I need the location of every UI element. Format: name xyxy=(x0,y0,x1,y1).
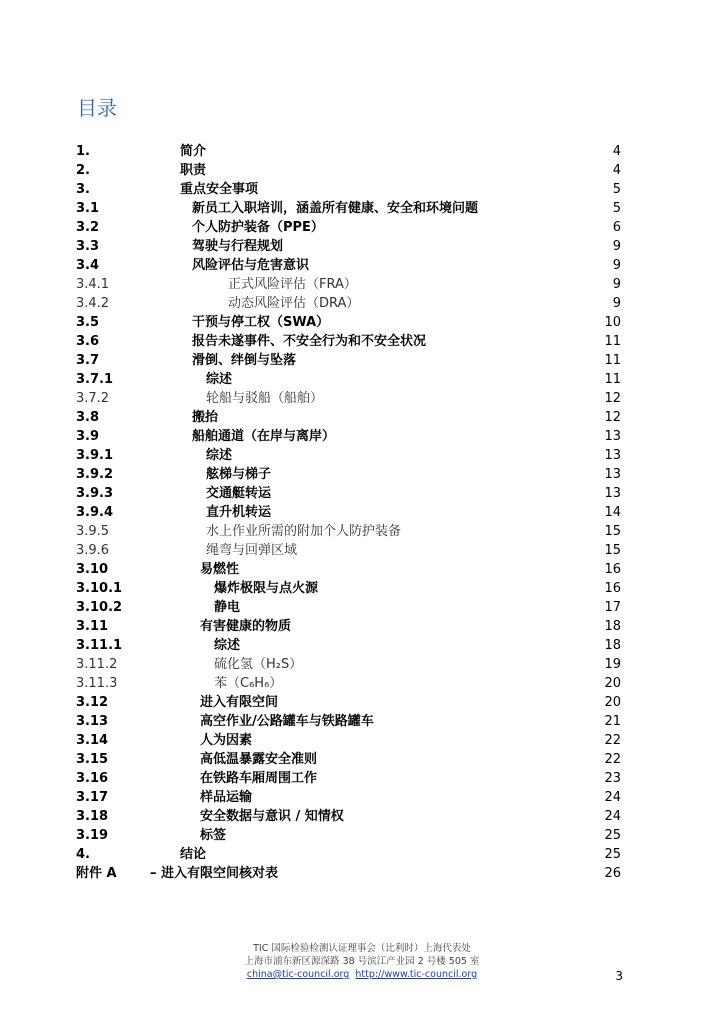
page-number: 3 xyxy=(615,969,623,983)
toc-number: 3.9.4 xyxy=(76,505,114,520)
toc-title: 综述 xyxy=(206,372,233,387)
toc-page: 9 xyxy=(612,258,621,273)
toc-number: 3.11.1 xyxy=(76,638,123,653)
toc-number: 3.10 xyxy=(76,562,109,577)
toc-title: 爆炸极限与点火源 xyxy=(214,581,319,596)
toc-title: 干预与停工权（SWA） xyxy=(192,315,330,330)
toc-number: 3.9.6 xyxy=(76,543,110,558)
toc-number: 3.13 xyxy=(76,714,109,729)
toc-title: 在铁路车厢周围工作 xyxy=(200,771,318,786)
toc-page: 17 xyxy=(604,600,621,615)
toc-row[interactable] xyxy=(76,750,624,769)
toc-title: 搬抬 xyxy=(192,410,219,425)
toc-number: 3.17 xyxy=(76,790,109,805)
toc-page: 9 xyxy=(612,239,621,254)
toc-number: 3.1 xyxy=(76,201,100,216)
toc-title: 驾驶与行程规划 xyxy=(192,239,284,254)
toc-title: 样品运输 xyxy=(200,790,253,805)
toc-row[interactable] xyxy=(76,731,624,750)
toc-row[interactable] xyxy=(76,636,624,655)
toc-page: 11 xyxy=(604,334,621,349)
toc-page: 14 xyxy=(604,505,621,520)
toc-title: 绳弯与回弹区域 xyxy=(206,543,298,558)
toc-number: 3.16 xyxy=(76,771,109,786)
toc-row[interactable] xyxy=(76,446,624,465)
toc-number: 3.7 xyxy=(76,353,100,368)
toc-number: 3.9.5 xyxy=(76,524,110,539)
toc-page: 22 xyxy=(604,752,621,767)
toc-row[interactable] xyxy=(76,617,624,636)
toc-row[interactable] xyxy=(76,598,624,617)
toc-row[interactable] xyxy=(76,484,624,503)
toc-row[interactable] xyxy=(76,693,624,712)
toc-page: 13 xyxy=(604,448,621,463)
toc-number: 1. xyxy=(76,144,90,159)
toc-number: 3.3 xyxy=(76,239,100,254)
toc-number: 3.15 xyxy=(76,752,109,767)
toc-row[interactable] xyxy=(76,161,624,180)
toc-row[interactable] xyxy=(76,788,624,807)
toc-number: 3.8 xyxy=(76,410,100,425)
toc-number: 3.4.1 xyxy=(76,277,110,292)
toc-page: 23 xyxy=(604,771,621,786)
toc-number: 3.4 xyxy=(76,258,100,273)
toc-row[interactable] xyxy=(76,560,624,579)
toc-heading: 目录 xyxy=(77,96,117,120)
toc-title: 人为因素 xyxy=(200,733,253,748)
toc-page: 13 xyxy=(604,467,621,482)
toc-row[interactable] xyxy=(76,674,624,693)
toc-row[interactable] xyxy=(76,712,624,731)
toc-row[interactable] xyxy=(76,180,624,199)
toc-row[interactable] xyxy=(76,769,624,788)
toc-page: 20 xyxy=(604,676,621,691)
footer-email-link[interactable]: china@tic-council.org xyxy=(246,969,350,980)
toc-number: 3.4.2 xyxy=(76,296,110,311)
toc-row[interactable] xyxy=(76,807,624,826)
toc-page: 11 xyxy=(604,372,621,387)
toc-title: 重点安全事项 xyxy=(180,182,259,197)
toc-number: 3.11.3 xyxy=(76,676,118,691)
toc-title: 高低温暴露安全准则 xyxy=(200,752,318,767)
toc-row[interactable] xyxy=(76,256,624,275)
toc-page: 5 xyxy=(612,201,621,216)
toc-number: 3.5 xyxy=(76,315,100,330)
toc-row[interactable] xyxy=(76,370,624,389)
toc-title: 有害健康的物质 xyxy=(200,619,292,634)
toc-title: 易燃性 xyxy=(200,562,240,577)
toc-row[interactable] xyxy=(76,237,624,256)
toc-page: 16 xyxy=(604,581,621,596)
toc-row[interactable] xyxy=(76,142,624,161)
toc-title: 简介 xyxy=(180,144,207,159)
toc-page: 11 xyxy=(604,353,621,368)
toc-page: 4 xyxy=(612,144,621,159)
toc-page: 6 xyxy=(612,220,621,235)
toc-page: 25 xyxy=(604,847,621,862)
toc-number: 3.7.1 xyxy=(76,372,114,387)
toc-row[interactable] xyxy=(76,332,624,351)
toc-page: 10 xyxy=(604,315,621,330)
toc-page: 24 xyxy=(604,790,621,805)
toc-page: 15 xyxy=(604,543,621,558)
toc-page: 22 xyxy=(604,733,621,748)
toc-title: 安全数据与意识 / 知情权 xyxy=(200,809,344,824)
toc-number: 3.14 xyxy=(76,733,109,748)
toc-page: 18 xyxy=(604,619,621,634)
toc-title: 滑倒、绊倒与坠落 xyxy=(192,353,297,368)
toc-page: 20 xyxy=(604,695,621,710)
toc-row[interactable] xyxy=(76,351,624,370)
toc-row[interactable] xyxy=(76,826,624,845)
toc-title: 职责 xyxy=(180,163,207,178)
toc-row[interactable] xyxy=(76,522,624,541)
toc-page: 12 xyxy=(604,391,621,406)
toc-page: 9 xyxy=(612,296,621,311)
toc-title: 新员工入职培训，涵盖所有健康、安全和环境问题 xyxy=(192,201,479,216)
toc-row[interactable] xyxy=(76,465,624,484)
toc-row[interactable] xyxy=(76,579,624,598)
toc-row[interactable] xyxy=(76,408,624,427)
toc-number: 3.19 xyxy=(76,828,109,843)
toc-number: 2. xyxy=(76,163,90,178)
toc-page: 12 xyxy=(604,410,621,425)
toc-page: 9 xyxy=(612,277,621,292)
toc-row[interactable] xyxy=(76,313,624,332)
footer-address: 上海市浦东新区源深路 38 号滨江产业园 2 号楼 505 室 xyxy=(244,956,480,967)
toc-number: 3.9.2 xyxy=(76,467,114,482)
toc-number: 3.9 xyxy=(76,429,100,444)
toc-page: 13 xyxy=(604,429,621,444)
toc-title: – 进入有限空间核对表 xyxy=(150,866,279,881)
toc-title: 水上作业所需的附加个人防护装备 xyxy=(206,524,402,539)
toc-number: 4. xyxy=(76,847,90,862)
toc-row[interactable] xyxy=(76,294,624,313)
toc-title: 风险评估与危害意识 xyxy=(192,258,310,273)
toc-page: 5 xyxy=(612,182,621,197)
toc-number: 附件 A xyxy=(76,866,117,881)
toc-row[interactable] xyxy=(76,864,624,883)
toc-title: 动态风险评估（DRA） xyxy=(228,296,360,311)
toc-title: 硫化氢（H₂S） xyxy=(214,657,303,672)
toc-number: 3.6 xyxy=(76,334,100,349)
toc-number: 3.18 xyxy=(76,809,109,824)
toc-page: 24 xyxy=(604,809,621,824)
toc-row[interactable] xyxy=(76,503,624,522)
toc-title: 苯（C₆H₆） xyxy=(214,676,283,691)
table-of-contents xyxy=(76,142,624,883)
toc-number: 3.11 xyxy=(76,619,109,634)
toc-title: 结论 xyxy=(180,847,207,862)
footer-website-link[interactable]: http://www.tic-council.org xyxy=(355,969,478,980)
toc-title: 报告未遂事件、不安全行为和不安全状况 xyxy=(192,334,427,349)
toc-row[interactable] xyxy=(76,427,624,446)
toc-title: 直升机转运 xyxy=(206,505,272,520)
toc-title: 综述 xyxy=(206,448,233,463)
toc-number: 3. xyxy=(76,182,90,197)
toc-number: 3.2 xyxy=(76,220,100,235)
toc-page: 13 xyxy=(604,486,621,501)
toc-page: 16 xyxy=(604,562,621,577)
toc-title: 轮船与驳船（船舶） xyxy=(206,391,324,406)
toc-page: 4 xyxy=(612,163,621,178)
toc-title: 正式风险评估（FRA） xyxy=(228,277,357,292)
toc-page: 18 xyxy=(604,638,621,653)
toc-title: 高空作业/公路罐车与铁路罐车 xyxy=(200,714,374,729)
toc-page: 26 xyxy=(604,866,621,881)
toc-page: 25 xyxy=(604,828,621,843)
toc-number: 3.7.2 xyxy=(76,391,110,406)
toc-page: 15 xyxy=(604,524,621,539)
toc-title: 综述 xyxy=(214,638,241,653)
toc-number: 3.9.1 xyxy=(76,448,114,463)
toc-title: 个人防护装备（PPE） xyxy=(192,220,324,235)
toc-row[interactable] xyxy=(76,845,624,864)
toc-row[interactable] xyxy=(76,541,624,560)
toc-row[interactable] xyxy=(76,389,624,408)
footer-org-name: TIC 国际检验检测认证理事会（比利时）上海代表处 xyxy=(253,943,471,954)
toc-number: 3.10.2 xyxy=(76,600,123,615)
toc-number: 3.9.3 xyxy=(76,486,114,501)
toc-page: 19 xyxy=(604,657,621,672)
toc-row[interactable] xyxy=(76,218,624,237)
toc-page: 21 xyxy=(604,714,621,729)
toc-title: 标签 xyxy=(200,828,227,843)
toc-row[interactable] xyxy=(76,275,624,294)
toc-row[interactable] xyxy=(76,199,624,218)
toc-title: 舷梯与梯子 xyxy=(206,467,272,482)
toc-title: 船舶通道（在岸与离岸） xyxy=(192,429,336,444)
toc-number: 3.12 xyxy=(76,695,109,710)
toc-title: 静电 xyxy=(214,600,241,615)
toc-number: 3.10.1 xyxy=(76,581,123,596)
toc-title: 交通艇转运 xyxy=(206,486,272,501)
toc-number: 3.11.2 xyxy=(76,657,118,672)
toc-row[interactable] xyxy=(76,655,624,674)
toc-title: 进入有限空间 xyxy=(200,695,279,710)
